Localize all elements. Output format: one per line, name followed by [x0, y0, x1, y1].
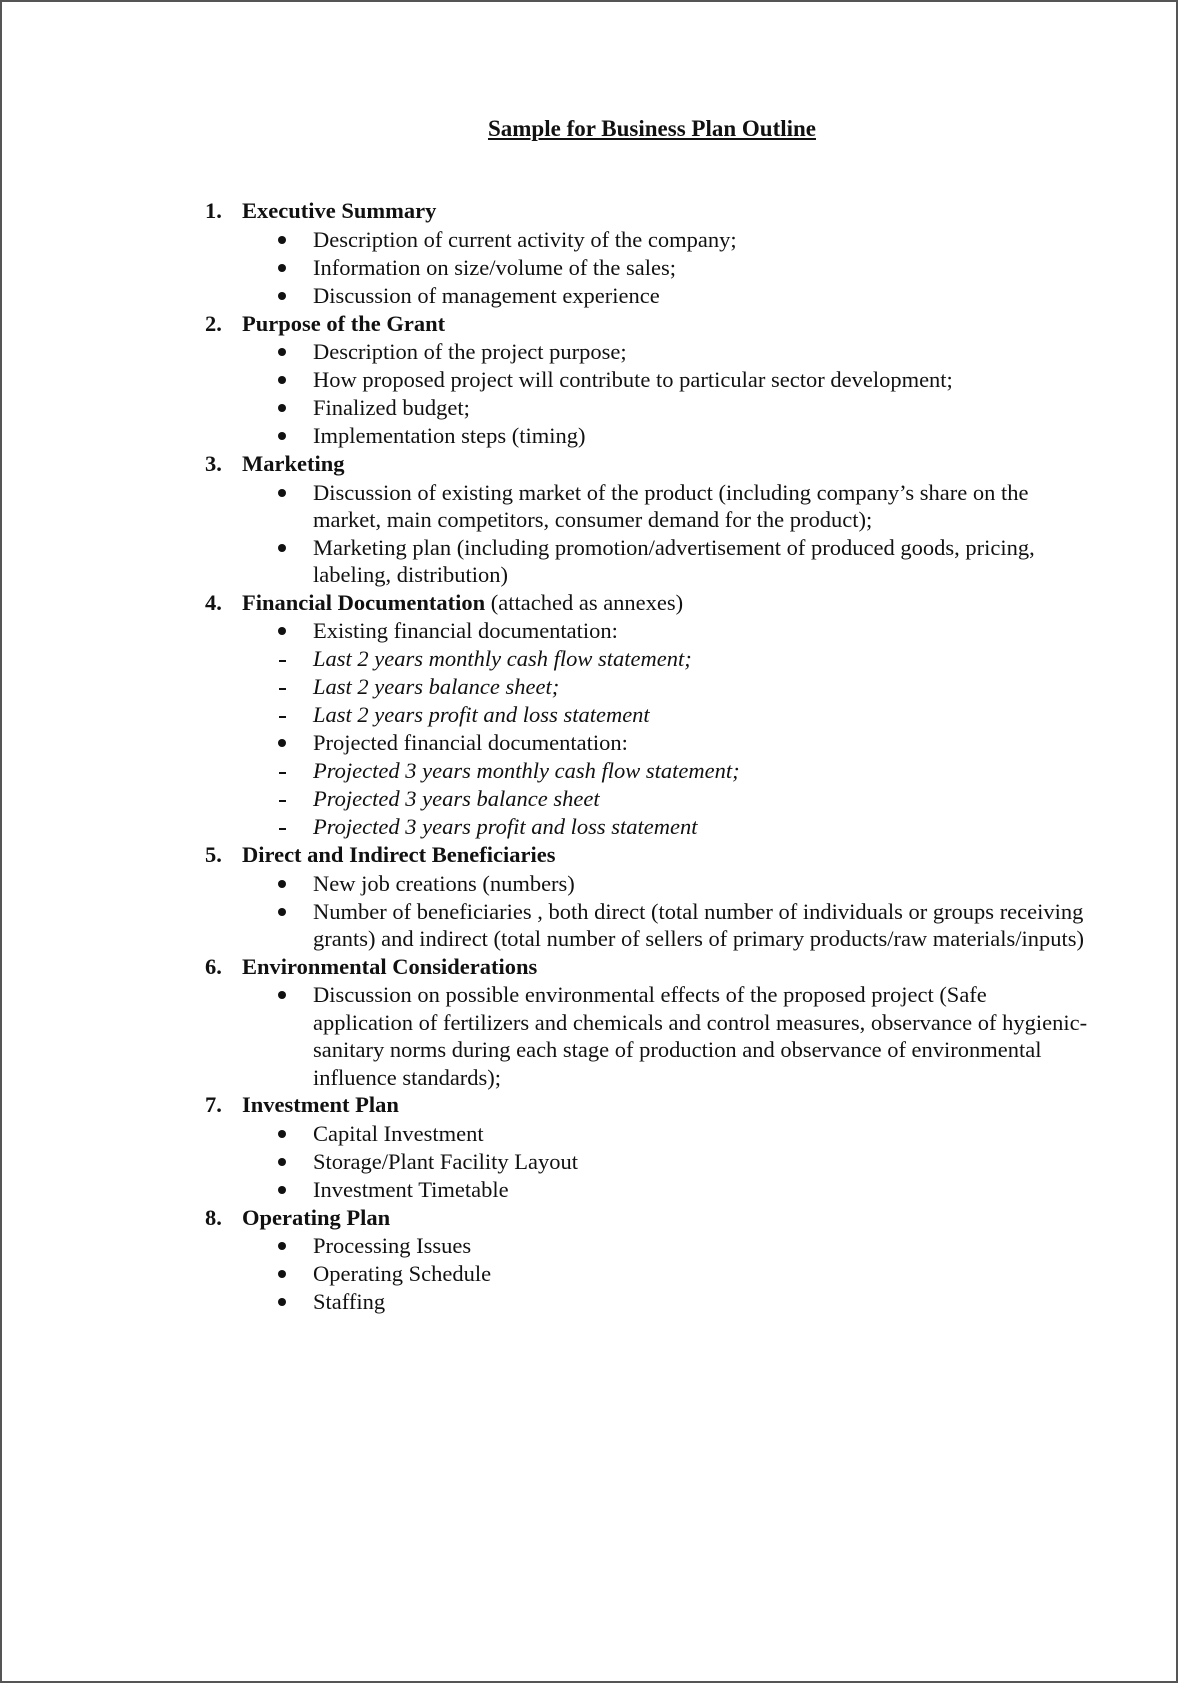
section-number: 6. [205, 953, 222, 979]
item-marker [275, 422, 289, 450]
item-marker [275, 254, 289, 282]
item-marker [275, 394, 289, 422]
bullet-list-item [2, 422, 1102, 450]
bullet-icon [278, 1158, 286, 1166]
bullet-icon [278, 991, 286, 999]
section-items [2, 1120, 1102, 1204]
bullet-icon [278, 627, 286, 635]
outline-section-3 [2, 450, 1102, 589]
section-items [2, 981, 1102, 1091]
item-text: Discussion on possible environmental effects of the proposed project (Safe application of fertilizers and chemicals and control measures, observance of hygienic-sanitary norms during each stage of production and observance of environmental influence standards); [313, 982, 1088, 1090]
section-items [2, 617, 1102, 841]
item-marker [275, 1260, 289, 1288]
section-number: 4. [205, 589, 222, 615]
item-marker [275, 701, 289, 729]
section-title: Operating Plan [242, 1204, 391, 1230]
section-heading [2, 1091, 1102, 1120]
bullet-icon [278, 908, 286, 916]
bullet-icon [278, 292, 286, 300]
bullet-list-item [2, 254, 1102, 282]
bullet-icon [278, 544, 286, 552]
item-text: New job creations (numbers) [313, 870, 575, 896]
section-items [2, 870, 1102, 953]
item-text: Last 2 years monthly cash flow statement; [313, 646, 692, 671]
item-marker [275, 338, 289, 366]
outline-section-7 [2, 1091, 1102, 1204]
bullet-list-item [2, 729, 1102, 757]
item-text: Description of the project purpose; [313, 339, 627, 364]
bullet-list-item [2, 870, 1102, 898]
item-text: Processing Issues [313, 1233, 472, 1258]
section-number: 5. [205, 842, 222, 867]
item-marker [275, 757, 289, 785]
section-title: Financial Documentation [242, 589, 486, 615]
item-marker [275, 534, 289, 562]
bullet-list-item [2, 282, 1102, 310]
section-heading [2, 197, 1102, 226]
item-text: Operating Schedule [313, 1261, 492, 1286]
sub-list-item [2, 645, 1102, 673]
section-title: Environmental Considerations [242, 953, 538, 979]
section-heading [2, 1204, 1102, 1233]
item-marker [275, 645, 289, 673]
bullet-list-item [2, 617, 1102, 645]
item-marker [275, 870, 289, 898]
sub-list-item [2, 757, 1102, 785]
document-title: Sample for Business Plan Outline [487, 116, 817, 141]
sub-list-item [2, 701, 1102, 729]
bullet-icon [278, 236, 286, 244]
section-heading [2, 589, 1102, 618]
sub-list-item [2, 673, 1102, 701]
bullet-list-item [2, 366, 1102, 394]
item-marker [275, 785, 289, 813]
bullet-list-item [2, 1288, 1102, 1316]
item-marker [275, 1288, 289, 1316]
item-text: Discussion of management experience [313, 282, 660, 308]
section-note: (attached as annexes) [485, 589, 684, 615]
item-marker [275, 898, 289, 926]
section-number: 7. [205, 1092, 222, 1117]
item-text: Last 2 years balance sheet; [313, 674, 560, 699]
outline-section-4 [2, 589, 1102, 842]
item-text: Number of beneficiaries , both direct (total number of individuals or groups receiving grants) and indirect (total number of sellers of primary products/raw materials/inputs) [313, 898, 1085, 951]
bullet-icon [278, 1298, 286, 1306]
item-text: Projected financial documentation: [313, 730, 628, 755]
outline-list [2, 197, 1102, 1316]
bullet-list-item [2, 1176, 1102, 1204]
bullet-list-item [2, 226, 1102, 254]
bullet-icon [278, 432, 286, 440]
section-items [2, 338, 1102, 450]
bullet-list-item [2, 1232, 1102, 1260]
item-text: Discussion of existing market of the product (including company’s share on the market, main competitors, consumer demand for the product); [313, 479, 1029, 532]
item-text: Investment Timetable [313, 1176, 509, 1202]
item-marker [275, 366, 289, 394]
bullet-list-item [2, 338, 1102, 366]
item-text: Information on size/volume of the sales; [313, 254, 677, 280]
bullet-icon [278, 1130, 286, 1138]
item-marker [275, 981, 289, 1009]
sub-list-item [2, 785, 1102, 813]
bullet-icon [278, 1186, 286, 1194]
section-number: 3. [205, 451, 222, 476]
item-text: Marketing plan (including promotion/advertisement of produced goods, pricing, labeling, distribution) [313, 534, 1035, 587]
item-text: Implementation steps (timing) [313, 423, 586, 448]
item-text: Capital Investment [313, 1120, 484, 1146]
item-text: Projected 3 years balance sheet [313, 786, 600, 811]
bullet-icon [278, 376, 286, 384]
item-marker [275, 1120, 289, 1148]
bullet-icon [278, 1270, 286, 1278]
item-text: Storage/Plant Facility Layout [313, 1148, 578, 1174]
bullet-list-item [2, 1260, 1102, 1288]
section-title: Executive Summary [242, 198, 437, 223]
section-number: 1. [205, 198, 222, 223]
dash-icon [279, 716, 286, 718]
item-marker [275, 673, 289, 701]
bullet-list-item [2, 1148, 1102, 1176]
section-heading [2, 841, 1102, 870]
item-marker [275, 226, 289, 254]
bullet-icon [278, 880, 286, 888]
item-text: Staffing [313, 1289, 386, 1314]
section-title: Marketing [242, 451, 345, 476]
outline-section-6 [2, 953, 1102, 1092]
item-marker [275, 479, 289, 507]
item-text: How proposed project will contribute to particular sector development; [313, 367, 953, 392]
section-title: Purpose of the Grant [242, 310, 446, 336]
section-heading [2, 310, 1102, 339]
bullet-list-item [2, 479, 1102, 534]
dash-icon [279, 688, 286, 690]
bullet-list-item [2, 981, 1102, 1091]
item-text: Projected 3 years monthly cash flow statement; [313, 758, 740, 783]
outline-section-1 [2, 197, 1102, 310]
dash-icon [279, 800, 286, 802]
dash-icon [279, 772, 286, 774]
bullet-icon [278, 264, 286, 272]
bullet-icon [278, 489, 286, 497]
outline-section-8 [2, 1204, 1102, 1317]
section-number: 2. [205, 310, 222, 336]
bullet-icon [278, 739, 286, 747]
dash-icon [279, 660, 286, 662]
bullet-icon [278, 404, 286, 412]
item-text: Projected 3 years profit and loss statement [313, 814, 698, 839]
bullet-list-item [2, 394, 1102, 422]
item-marker [275, 617, 289, 645]
dash-icon [279, 828, 286, 830]
sub-list-item [2, 813, 1102, 841]
bullet-icon [278, 348, 286, 356]
section-title: Investment Plan [242, 1092, 399, 1117]
item-text: Last 2 years profit and loss statement [313, 702, 650, 727]
item-text: Existing financial documentation: [313, 618, 618, 643]
bullet-list-item [2, 1120, 1102, 1148]
section-heading [2, 450, 1102, 479]
section-items [2, 479, 1102, 589]
item-marker [275, 282, 289, 310]
bullet-icon [278, 1242, 286, 1250]
item-text: Description of current activity of the company; [313, 226, 737, 252]
section-items [2, 1232, 1102, 1316]
item-marker [275, 1148, 289, 1176]
outline-section-2 [2, 310, 1102, 451]
bullet-list-item [2, 898, 1102, 953]
item-marker [275, 1232, 289, 1260]
section-title: Direct and Indirect Beneficiaries [242, 842, 556, 867]
section-heading [2, 953, 1102, 982]
item-marker [275, 1176, 289, 1204]
bullet-list-item [2, 534, 1102, 589]
section-number: 8. [205, 1204, 222, 1230]
item-marker [275, 729, 289, 757]
section-items [2, 226, 1102, 310]
item-marker [275, 813, 289, 841]
item-text: Finalized budget; [313, 395, 470, 420]
outline-section-5 [2, 841, 1102, 953]
